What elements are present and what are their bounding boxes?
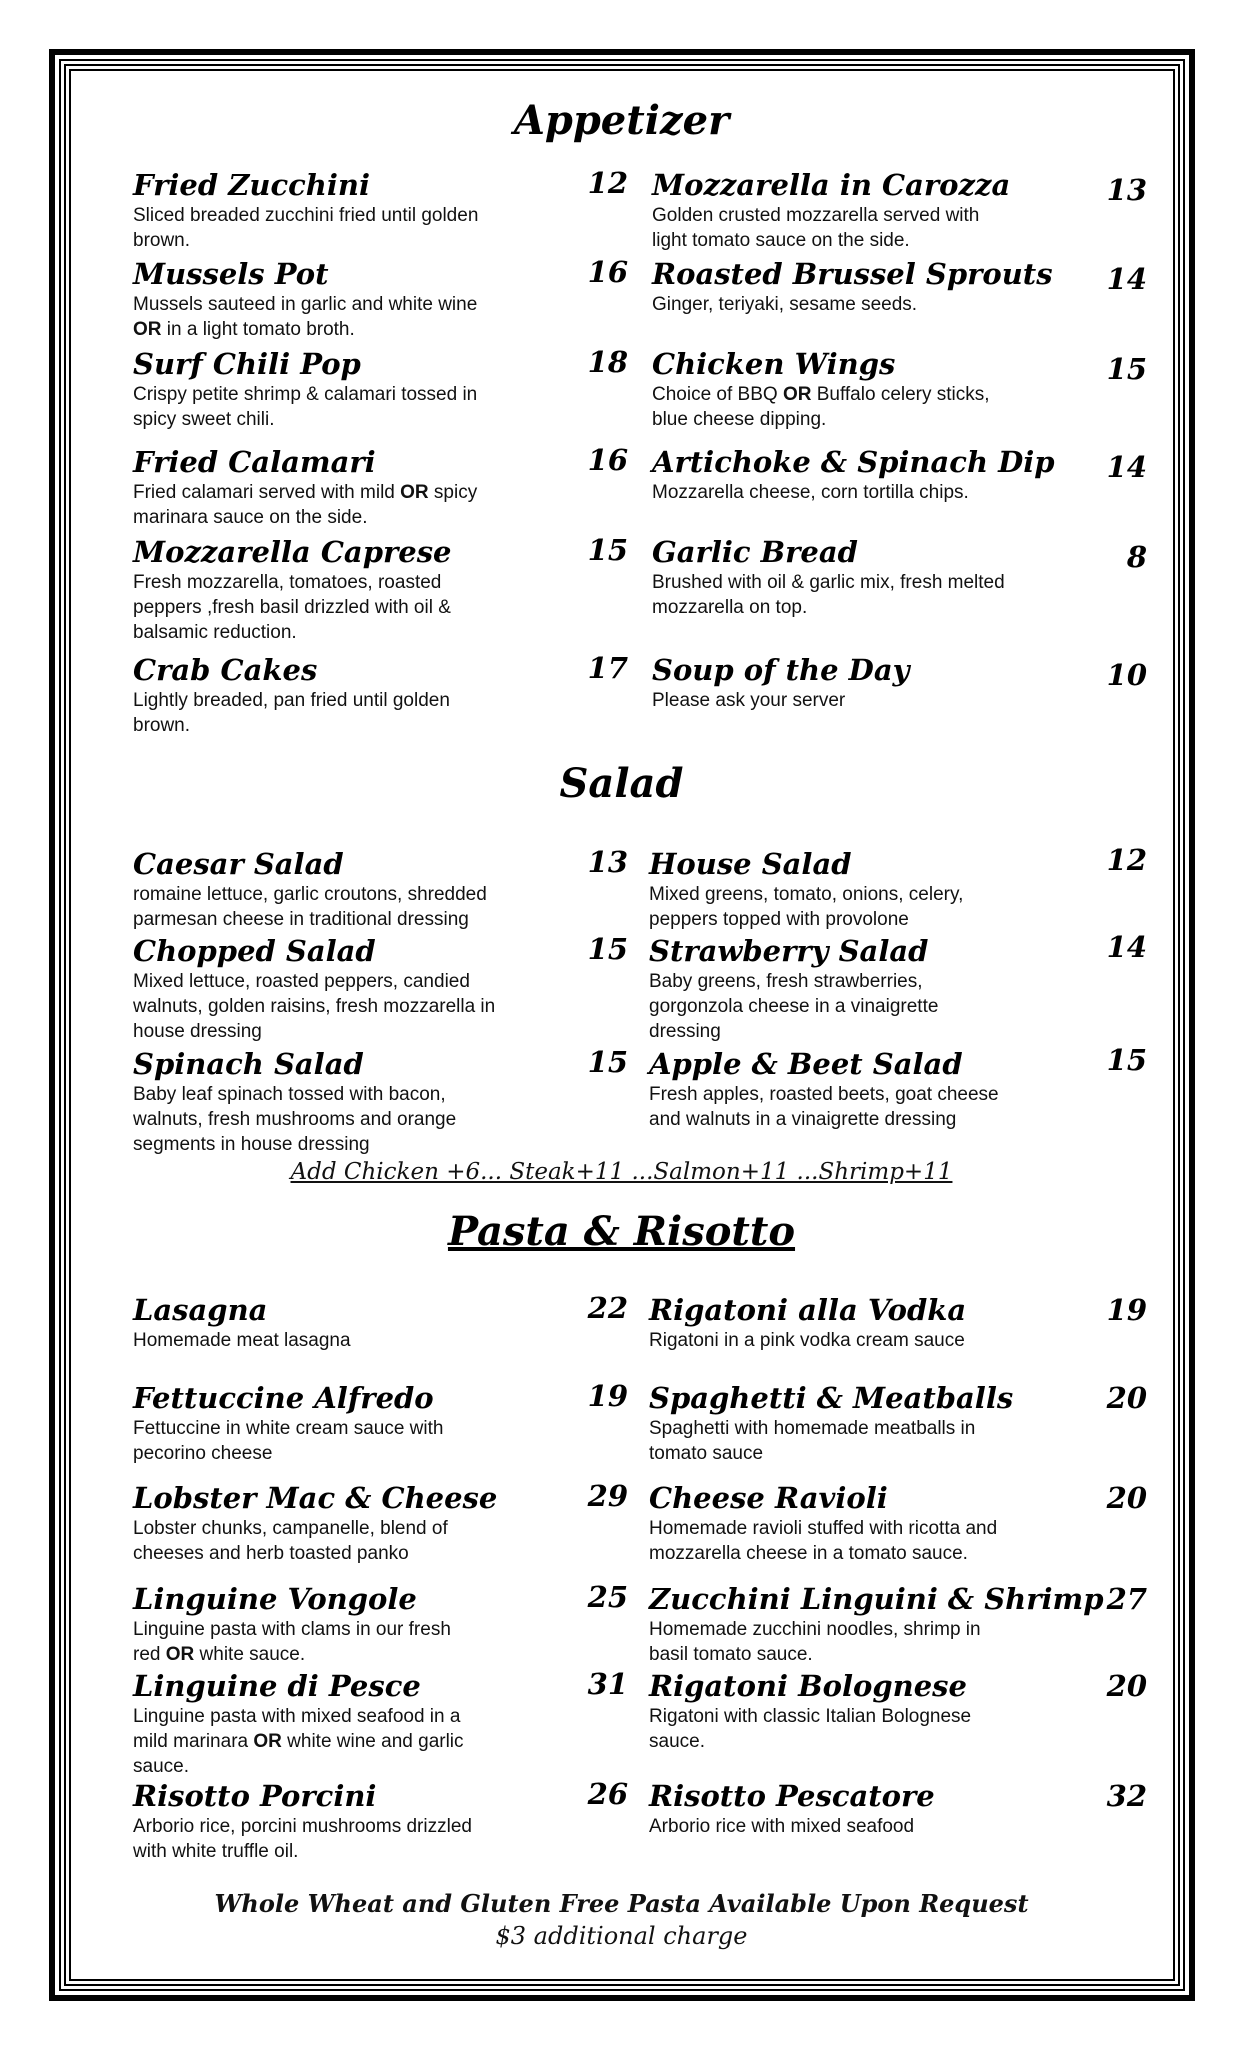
menu-item	[649, 1293, 1089, 1353]
item-name: Linguine Vongole	[133, 1582, 417, 1616]
menu-item	[133, 1381, 573, 1466]
item-price: 20	[1106, 1481, 1147, 1515]
item-description: Fried calamari served with mild OR spicy marinara sauce on the side.	[133, 482, 478, 528]
item-description: Sliced breaded zucchini fried until golden brown.	[133, 205, 479, 251]
item-description: Rigatoni with classic Italian Bolognese sauce.	[649, 1706, 972, 1752]
item-name: Lasagna	[133, 1293, 268, 1327]
item-description: Arborio rice, porcini mushrooms drizzled with white truffle oil.	[133, 1816, 472, 1862]
item-price: 15	[1106, 352, 1147, 386]
item-description: Choice of BBQ OR Buffalo celery sticks, blue cheese dipping.	[652, 384, 990, 430]
menu-item	[652, 535, 1092, 620]
item-price: 25	[587, 1580, 628, 1614]
item-name: Soup of the Day	[652, 653, 910, 687]
menu-item	[133, 847, 573, 932]
menu-item	[133, 1779, 573, 1864]
item-description: Rigatoni in a pink vodka cream sauce	[649, 1330, 965, 1351]
item-name: Mozzarella Caprese	[133, 535, 452, 569]
item-name: Rigatoni Bolognese	[649, 1669, 967, 1703]
item-price: 27	[1106, 1582, 1147, 1616]
item-description: Lightly breaded, pan fried until golden brown.	[133, 690, 450, 736]
salad-addons: Add Chicken +6... Steak+11 ...Salmon+11 ...Shrimp+11	[290, 1159, 953, 1185]
item-price: 14	[1106, 262, 1147, 296]
item-name: Spinach Salad	[133, 1047, 364, 1081]
item-description: Linguine pasta with clams in our fresh red OR white sauce.	[133, 1619, 451, 1665]
item-price: 18	[587, 345, 628, 379]
item-name: Strawberry Salad	[649, 934, 929, 968]
item-name: Rigatoni alla Vodka	[649, 1293, 967, 1327]
menu-item	[133, 257, 573, 342]
menu-item	[652, 168, 1092, 253]
item-price: 32	[1106, 1779, 1147, 1813]
item-price: 15	[587, 932, 628, 966]
menu-item	[133, 1582, 573, 1667]
item-price: 15	[587, 533, 628, 567]
menu-item	[649, 1669, 1089, 1754]
menu-item	[133, 347, 573, 432]
item-name: Cheese Ravioli	[649, 1481, 888, 1515]
item-description: Spaghetti with homemade meatballs in tomato sauce	[649, 1418, 976, 1464]
item-description: Arborio rice with mixed seafood	[649, 1816, 915, 1837]
appetizer-title: Appetizer	[513, 97, 730, 144]
item-name: Risotto Pescatore	[649, 1779, 935, 1813]
menu-item	[133, 1669, 573, 1779]
item-price: 14	[1106, 450, 1147, 484]
menu-item	[652, 445, 1092, 505]
menu-item	[133, 535, 573, 645]
item-price: 10	[1106, 658, 1147, 692]
item-name: Fried Calamari	[133, 445, 376, 479]
menu-item	[649, 1481, 1089, 1566]
item-name: Risotto Porcini	[133, 1779, 377, 1813]
item-price: 13	[1106, 173, 1147, 207]
item-price: 31	[587, 1667, 628, 1701]
menu-item	[133, 653, 573, 738]
item-name: Artichoke & Spinach Dip	[652, 445, 1055, 479]
item-name: Fettuccine Alfredo	[133, 1381, 434, 1415]
menu-item	[133, 445, 573, 530]
item-description: Mussels sauteed in garlic and white wine OR in a light tomato broth.	[133, 294, 478, 340]
salad-title: Salad	[559, 760, 684, 807]
item-name: Apple & Beet Salad	[649, 1047, 963, 1081]
footer-note: Whole Wheat and Gluten Free Pasta Available Upon Request	[214, 1889, 1029, 1918]
item-price: 20	[1106, 1381, 1147, 1415]
item-name: Lobster Mac & Cheese	[133, 1481, 498, 1515]
item-name: Zucchini Linguini & Shrimp	[649, 1582, 1104, 1616]
item-name: Spaghetti & Meatballs	[649, 1381, 1014, 1415]
menu-item	[652, 653, 1092, 713]
menu-item	[649, 1047, 1089, 1132]
menu-item	[133, 1047, 573, 1157]
item-price: 17	[587, 651, 628, 685]
item-description: Fresh apples, roasted beets, goat cheese and walnuts in a vinaigrette dressing	[649, 1084, 999, 1130]
item-price: 15	[1106, 1043, 1147, 1077]
item-price: 8	[1126, 540, 1147, 574]
item-description: Ginger, teriyaki, sesame seeds.	[652, 294, 918, 315]
item-name: Fried Zucchini	[133, 168, 370, 202]
footer-charge: $3 additional charge	[495, 1922, 748, 1950]
item-name: Crab Cakes	[133, 653, 318, 687]
menu-item	[652, 257, 1092, 317]
menu-item	[133, 1481, 573, 1566]
item-price: 15	[587, 1045, 628, 1079]
item-description: Mixed greens, tomato, onions, celery, peppers topped with provolone	[649, 884, 964, 930]
item-name: Surf Chili Pop	[133, 347, 361, 381]
item-description: Homemade zucchini noodles, shrimp in basil tomato sauce.	[649, 1619, 981, 1665]
item-price: 14	[1106, 930, 1147, 964]
menu-item	[133, 1293, 573, 1353]
item-name: Roasted Brussel Sprouts	[652, 257, 1053, 291]
item-description: Baby leaf spinach tossed with bacon, walnuts, fresh mushrooms and orange segments in house dressing	[133, 1084, 457, 1155]
menu-item	[649, 1779, 1089, 1839]
item-description: Fettuccine in white cream sauce with pecorino cheese	[133, 1418, 444, 1464]
item-description: Fresh mozzarella, tomatoes, roasted peppers ,fresh basil drizzled with oil & balsamic reduction.	[133, 572, 451, 643]
item-description: romaine lettuce, garlic croutons, shredded parmesan cheese in traditional dressing	[133, 884, 487, 930]
menu-item	[133, 934, 573, 1044]
item-description: Crispy petite shrimp & calamari tossed in spicy sweet chili.	[133, 384, 478, 430]
item-price: 12	[587, 166, 628, 200]
item-price: 16	[587, 443, 628, 477]
item-description: Baby greens, fresh strawberries, gorgonzola cheese in a vinaigrette dressing	[649, 971, 939, 1042]
menu-item	[649, 1582, 1104, 1667]
menu-item	[649, 1381, 1089, 1466]
menu-item	[649, 934, 1089, 1044]
item-price: 16	[587, 255, 628, 289]
item-name: Caesar Salad	[133, 847, 344, 881]
pasta-title: Pasta & Risotto	[447, 1208, 796, 1255]
item-description: Homemade meat lasagna	[133, 1330, 351, 1351]
item-name: Linguine di Pesce	[133, 1669, 421, 1703]
item-name: Mussels Pot	[133, 257, 329, 291]
item-description: Lobster chunks, campanelle, blend of cheeses and herb toasted panko	[133, 1518, 448, 1564]
item-price: 13	[587, 845, 628, 879]
item-description: Brushed with oil & garlic mix, fresh melted mozzarella on top.	[652, 572, 1005, 618]
menu-item	[652, 347, 1092, 432]
item-price: 29	[587, 1479, 628, 1513]
item-price: 22	[587, 1291, 628, 1325]
menu-item	[649, 847, 1089, 932]
item-name: House Salad	[649, 847, 852, 881]
item-name: Mozzarella in Carozza	[652, 168, 1011, 202]
item-price: 19	[587, 1379, 628, 1413]
item-price: 19	[1106, 1293, 1147, 1327]
item-description: Linguine pasta with mixed seafood in a mild marinara OR white wine and garlic sauce.	[133, 1706, 464, 1777]
item-description: Mozzarella cheese, corn tortilla chips.	[652, 482, 969, 503]
item-description: Homemade ravioli stuffed with ricotta and mozzarella cheese in a tomato sauce.	[649, 1518, 998, 1564]
item-name: Chopped Salad	[133, 934, 376, 968]
item-price: 26	[587, 1777, 628, 1811]
item-description: Mixed lettuce, roasted peppers, candied walnuts, golden raisins, fresh mozzarella in house dressing	[133, 971, 496, 1042]
item-description: Golden crusted mozzarella served with light tomato sauce on the side.	[652, 205, 980, 251]
item-price: 20	[1106, 1669, 1147, 1703]
item-name: Chicken Wings	[652, 347, 896, 381]
item-price: 12	[1106, 843, 1147, 877]
menu-item	[133, 168, 573, 253]
item-description: Please ask your server	[652, 690, 846, 711]
item-name: Garlic Bread	[652, 535, 858, 569]
